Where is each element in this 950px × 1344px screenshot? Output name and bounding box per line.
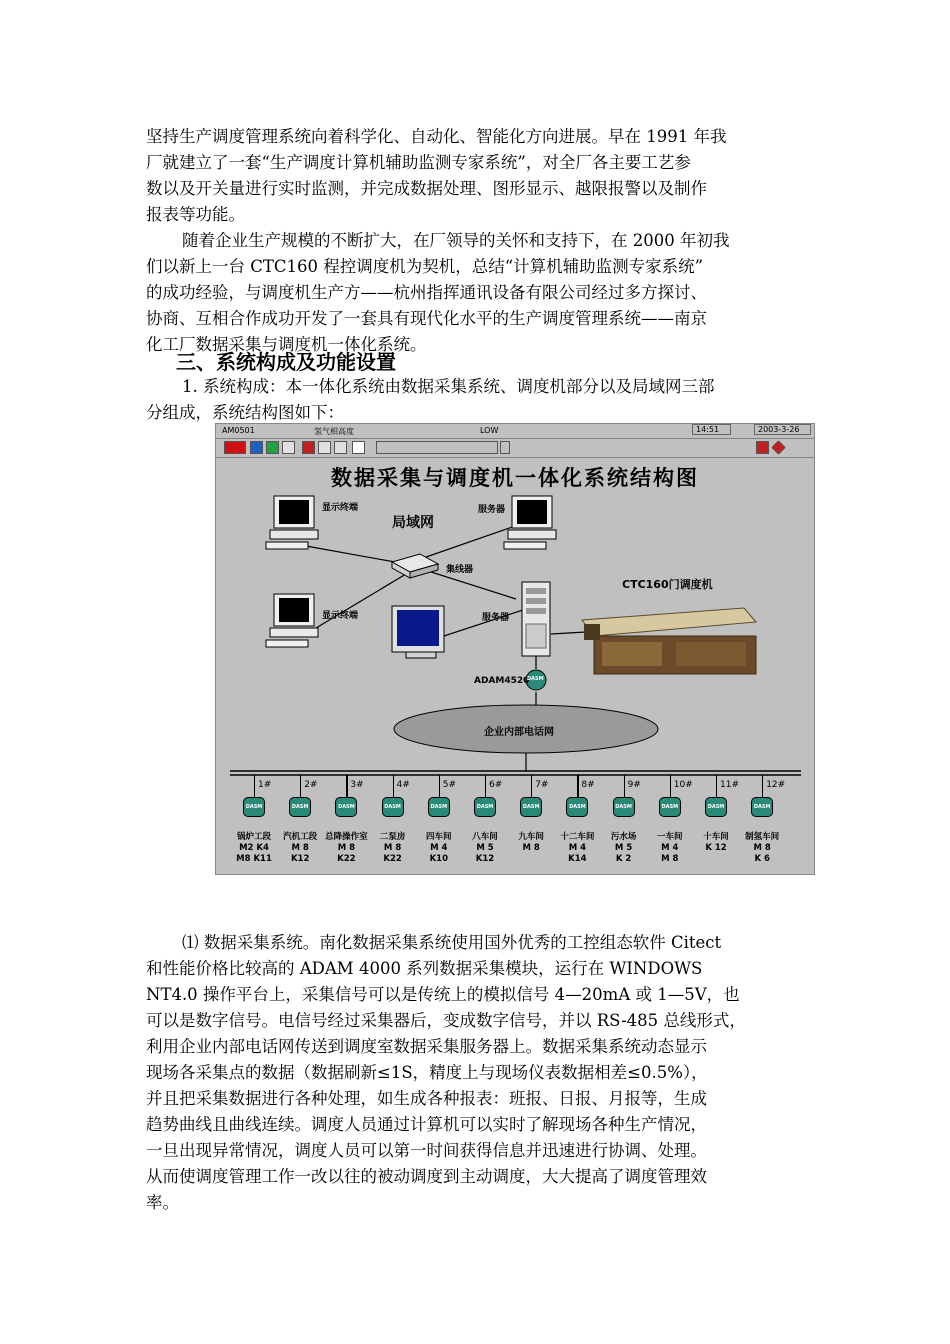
- dasm-node: [474, 787, 496, 817]
- server-tower: [522, 582, 550, 656]
- dasm-device-icon: DASM: [382, 797, 404, 817]
- node-tag: 4#: [396, 780, 410, 790]
- node-tag: 5#: [442, 780, 457, 790]
- node-name: 九车间: [518, 832, 544, 842]
- text-line: ⑴ 数据采集系统。南化数据采集系统使用国外优秀的工控组态软件 Citect: [182, 933, 722, 952]
- node-name: 一车间: [657, 832, 683, 842]
- text-line: 从而使调度管理工作一改以往的被动调度到主动调度，大大提高了调度管理效: [146, 1167, 707, 1186]
- text-line: 报表等功能。: [146, 205, 245, 224]
- text-line: 化工厂数据采集与调度机一体化系统。: [146, 335, 427, 354]
- node-code: M 8: [522, 843, 540, 853]
- node-tag: 7#: [535, 780, 549, 790]
- text-line: NT4.0 操作平台上，采集信号可以是传统上的模拟信号 4—20mA 或 1—5V，也: [146, 985, 740, 1004]
- lan-label: 局域网: [392, 515, 434, 531]
- node-code: M 4: [568, 843, 587, 853]
- node-tag: 12#: [766, 780, 786, 790]
- node-code: K14: [568, 854, 587, 864]
- node-code: K12: [475, 854, 495, 864]
- text-line: 的成功经验，与调度机生产方——杭州指挥通讯设备有限公司经过多方探讨、: [146, 283, 707, 302]
- dasm-device-icon: DASM: [474, 797, 496, 817]
- dasm-node: [335, 787, 357, 817]
- phone-net-label: 企业内部电话网: [484, 727, 554, 738]
- figure-title: 数据采集与调度机一体化系统结构图: [331, 466, 699, 490]
- node-code: M 8: [291, 843, 309, 853]
- node-name: 二泵房: [379, 832, 406, 842]
- node-code: M 4: [430, 843, 448, 853]
- status-time: 14:51: [692, 424, 731, 435]
- text-line: 率。: [146, 1193, 179, 1212]
- node-tag: 3#: [350, 780, 364, 790]
- dasm-node: [659, 787, 681, 817]
- node-name: 制氢车间: [745, 832, 780, 842]
- node-code: K10: [429, 854, 448, 864]
- terminal-2-label: 显示终端: [322, 611, 359, 621]
- display-terminal-2: [266, 594, 318, 647]
- node-code: K 12: [705, 843, 727, 853]
- dasm-device-icon: DASM: [751, 797, 773, 817]
- system-structure-figure: [215, 423, 815, 875]
- node-code: M2 K4: [239, 843, 269, 853]
- dasm-device-icon: DASM: [243, 797, 265, 817]
- node-code: K 2: [615, 854, 632, 864]
- status-date: 2003-3-26: [754, 424, 811, 435]
- text-line: 和性能价格比较高的 ADAM 4000 系列数据采集模块，运行在 WINDOWS: [146, 959, 703, 978]
- node-name: 十二车间: [560, 832, 595, 842]
- ctc160-console: [582, 608, 756, 674]
- node-tag: 8#: [581, 780, 595, 790]
- node-code: M 5: [476, 843, 494, 853]
- text-line: 协商、互相合作成功开发了一套具有现代化水平的生产调度管理系统——南京: [146, 309, 707, 328]
- dasm-device-icon: DASM: [705, 797, 727, 817]
- data-acquisition-paragraph: [146, 930, 810, 1216]
- text-line: 1. 系统构成：本一体化系统由数据采集系统、调度机部分以及局域网三部: [182, 377, 715, 396]
- dasm-device-icon: DASM: [659, 797, 681, 817]
- terminal-1-label: 显示终端: [322, 503, 359, 513]
- node-code: M 8: [753, 843, 771, 853]
- node-name: 汽机工段: [283, 832, 318, 842]
- node-code: K22: [383, 854, 402, 864]
- monitor-device: [392, 606, 444, 658]
- text-line: 趋势曲线且曲线连续。调度人员通过计算机可以实时了解现场各种生产情况，: [146, 1115, 707, 1134]
- status-level: LOW: [480, 426, 499, 435]
- hub-device: [392, 554, 438, 578]
- node-code: K12: [290, 854, 310, 864]
- node-code: M 8: [337, 843, 356, 853]
- dasm-node: [428, 787, 450, 817]
- node-code: K22: [337, 854, 356, 864]
- text-line: 利用企业内部电话网传送到调度室数据采集服务器上。数据采集系统动态显示: [146, 1037, 707, 1056]
- ctc-label: CTC160门调度机: [622, 578, 713, 591]
- dasm-node: [289, 787, 311, 817]
- node-code: M 5: [614, 843, 633, 853]
- text-line: 可以是数字信号。电信号经过采集器后，变成数字信号，并以 RS-485 总线形式，: [146, 1011, 746, 1030]
- dasm-node: [613, 787, 635, 817]
- node-tag: 10#: [673, 780, 693, 790]
- section-heading: 三、系统构成及功能设置: [176, 350, 396, 374]
- node-name: 污水场: [610, 832, 637, 842]
- node-name: 总降操作室: [325, 832, 368, 842]
- node-code: M 4: [661, 843, 679, 853]
- dasm-node: [243, 787, 265, 817]
- node-tag: 9#: [627, 780, 641, 790]
- node-name: 十车间: [703, 832, 729, 842]
- text-line: 并且把采集数据进行各种处理，如生成各种报表：班报、日报、月报等，生成: [146, 1089, 707, 1108]
- node-name: 锅炉工段: [236, 832, 271, 842]
- dasm-node: [705, 787, 727, 817]
- status-code: AM0501: [222, 426, 255, 435]
- dasm-device-icon: DASM: [613, 797, 635, 817]
- dasm-device-icon: DASM: [335, 797, 357, 817]
- server-terminal: [504, 496, 556, 549]
- second-paragraph: [146, 228, 810, 358]
- node-name: 八车间: [472, 832, 498, 842]
- intro-paragraph: [146, 124, 810, 228]
- node-code: M 8: [661, 854, 679, 864]
- node-name: 四车间: [426, 832, 452, 842]
- text-line: 厂就建立了一套“生产调度计算机辅助监测专家系统”，对全厂各主要工艺参: [146, 153, 691, 172]
- node-code: M8 K11: [236, 854, 272, 864]
- adam-dasm-label: DASM: [527, 676, 544, 682]
- node-tag: 6#: [489, 780, 503, 790]
- node-code: M 8: [383, 843, 402, 853]
- dasm-node: [520, 787, 542, 817]
- display-terminal-1: [266, 496, 318, 549]
- server-label: 服务器: [482, 613, 510, 623]
- text-line: 数以及开关量进行实时监测，并完成数据处理、图形显示、越限报警以及制作: [146, 179, 707, 198]
- hub-label: 集线器: [446, 565, 474, 575]
- dasm-device-icon: DASM: [566, 797, 588, 817]
- system-composition-paragraph: [146, 374, 810, 426]
- dasm-node: [382, 787, 404, 817]
- dasm-device-icon: DASM: [428, 797, 450, 817]
- text-line: 坚持生产调度管理系统向着科学化、自动化、智能化方向进展。早在 1991 年我: [146, 127, 727, 146]
- text-line: 们以新上一台 CTC160 程控调度机为契机，总结“计算机辅助监测专家系统”: [146, 257, 704, 276]
- server-top-label: 服务器: [478, 505, 506, 515]
- dasm-node: [751, 787, 773, 817]
- dasm-device-icon: DASM: [289, 797, 311, 817]
- text-line: 一旦出现异常情况，调度人员可以第一时间获得信息并迅速进行协调、处理。: [146, 1141, 707, 1160]
- dasm-device-icon: DASM: [520, 797, 542, 817]
- node-code: K 6: [754, 854, 770, 864]
- text-line: 分组成，系统结构图如下：: [146, 403, 344, 422]
- text-line: 现场各采集点的数据（数据刷新≤1S，精度上与现场仪表数据相差≤0.5%），: [146, 1063, 708, 1082]
- status-name: 氢气相高度: [314, 427, 354, 436]
- node-tag: 1#: [258, 780, 272, 790]
- node-tag: 2#: [304, 780, 318, 790]
- node-tag: 11#: [720, 780, 739, 790]
- adam-label: ADAM4520: [474, 676, 530, 686]
- text-line: 随着企业生产规模的不断扩大，在厂领导的关怀和支持下，在 2000 年初我: [182, 231, 730, 250]
- dasm-node: [566, 787, 588, 817]
